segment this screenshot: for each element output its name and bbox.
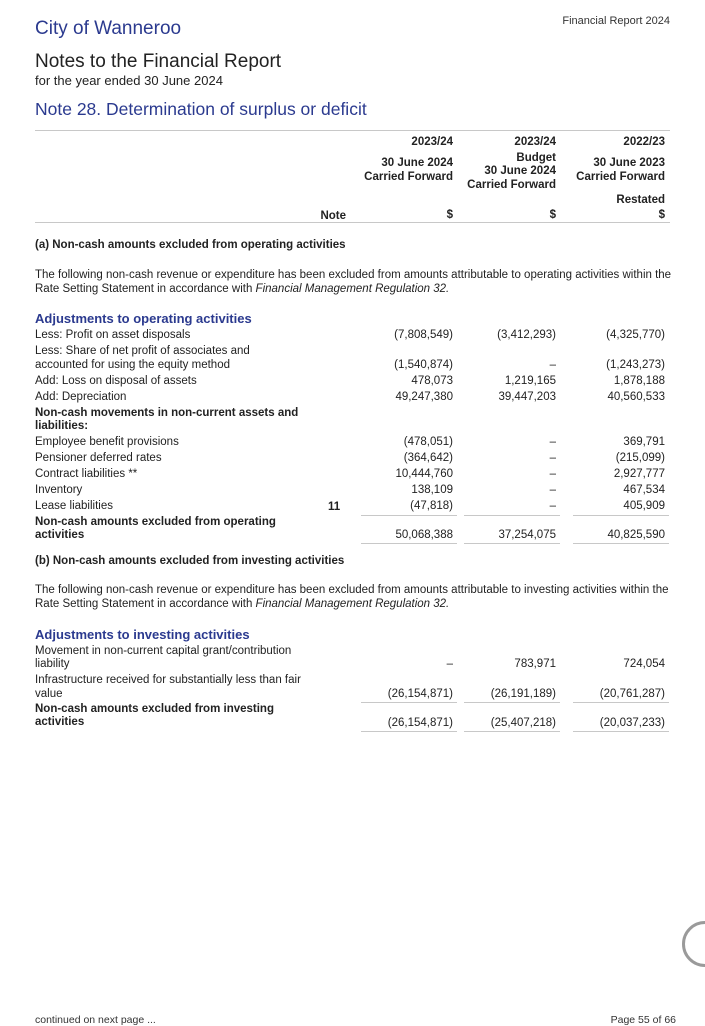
value-2023: 369,791 [623,436,665,448]
notes-subtitle: for the year ended 30 June 2024 [35,73,223,88]
row-label-cont: liabilities: [35,420,89,432]
value-2023: 40,560,533 [607,391,665,403]
subtotal-line [464,515,560,516]
col-unit: $ [658,209,665,221]
value-budget: 39,447,203 [498,391,556,403]
value-budget: (3,412,293) [497,329,556,341]
col-unit: $ [549,209,556,221]
row-label: Pensioner deferred rates [35,452,162,464]
total-label: Non-cash amounts excluded from investing [35,703,274,715]
row-label: Lease liabilities [35,500,113,512]
col-date: 30 June 2023 [593,157,665,169]
value-budget: – [549,484,556,496]
value-2024: (364,642) [403,452,453,464]
total-label-cont: activities [35,529,85,541]
subtotal-line [573,702,669,703]
total-line [361,543,457,544]
value-budget: – [549,468,556,480]
row-label-cont: value [35,688,63,700]
col-type: Carried Forward [467,179,556,191]
total-line [464,731,560,732]
footer-page-number: Page 55 of 66 [610,1014,676,1026]
col-year: 2022/23 [623,136,665,148]
value-budget: – [549,436,556,448]
value-2023: 467,534 [623,484,665,496]
total-budget: (25,407,218) [490,717,556,729]
total-2024: 50,068,388 [395,529,453,541]
value-budget: 783,971 [514,658,556,670]
notes-title: Notes to the Financial Report [35,51,282,72]
row-label: Less: Share of net profit of associates and [35,345,250,357]
section-a-heading: Adjustments to operating activities [35,311,252,326]
note-reference: 11 [328,501,341,513]
organisation-name: City of Wanneroo [35,18,182,39]
value-2023: 405,909 [623,500,665,512]
value-2024: (7,808,549) [394,329,453,341]
col-date: 30 June 2024 [381,157,453,169]
col-year: 2023/24 [411,136,453,148]
row-label: Inventory [35,484,83,496]
value-budget: – [549,452,556,464]
total-2024: (26,154,871) [387,717,453,729]
value-2024: (26,154,871) [387,688,453,700]
value-budget: – [549,500,556,512]
value-2024: (1,540,874) [394,359,453,371]
value-2023: (4,325,770) [606,329,665,341]
total-budget: 37,254,075 [498,529,556,541]
audit-seal-icon [682,921,705,967]
value-2023: 724,054 [623,658,665,670]
col-date: 30 June 2024 [484,165,556,177]
paragraph-text: The following non-cash revenue or expenditure has been excluded from amounts attributable to investing activities within the Rate Setting Statement in accordance with [35,584,669,610]
value-2023: (215,099) [615,452,665,464]
row-label: Non-cash movements in non-current assets and [35,407,299,419]
note-column-header: Note [320,210,346,222]
value-2024: 10,444,760 [395,468,453,480]
value-2023: 2,927,777 [613,468,665,480]
total-line [573,731,669,732]
col-type: Carried Forward [364,171,453,183]
paragraph-text: The following non-cash revenue or expenditure has been excluded from amounts attributable to operating activities within the Rate Setting Statement in accordance with [35,269,672,295]
value-2024: (47,818) [410,500,453,512]
value-2024: (478,051) [403,436,453,448]
total-label: Non-cash amounts excluded from operating [35,516,276,528]
total-line [573,543,669,544]
row-label: Contract liabilities ** [35,468,138,480]
section-a-title: (a) Non-cash amounts excluded from operating activities [35,239,346,251]
value-2024: 49,247,380 [395,391,453,403]
value-2023: 1,878,188 [613,375,665,387]
value-budget: – [549,359,556,371]
note-title: Note 28. Determination of surplus or deficit [35,99,367,119]
row-label: Employee benefit provisions [35,436,179,448]
col-budget: Budget [516,152,556,164]
row-label: Infrastructure received for substantially less than fair [35,674,301,686]
value-2024: 478,073 [411,375,453,387]
total-2023: 40,825,590 [607,529,665,541]
value-2023: (1,243,273) [606,359,665,371]
section-b-paragraph [35,583,675,611]
value-budget: (26,191,189) [490,688,556,700]
row-label: Add: Depreciation [35,391,127,403]
total-2023: (20,037,233) [599,717,665,729]
footer-continued: continued on next page ... [35,1014,156,1026]
value-2023: (20,761,287) [599,688,665,700]
row-label: Movement in non-current capital grant/contribution [35,645,292,657]
col-type: Carried Forward [576,171,665,183]
regulation-reference: Financial Management Regulation 32. [255,598,450,610]
value-2024: – [446,658,453,670]
divider [35,222,670,223]
subtotal-line [361,702,457,703]
subtotal-line [361,515,457,516]
section-b-title: (b) Non-cash amounts excluded from investing activities [35,555,345,567]
section-a-paragraph [35,268,675,296]
regulation-reference: Financial Management Regulation 32. [255,283,450,295]
value-2024: 138,109 [411,484,453,496]
row-label-cont: liability [35,658,70,670]
report-title: Financial Report 2024 [562,15,670,27]
col-unit: $ [446,209,453,221]
total-line [464,543,560,544]
total-line [361,731,457,732]
subtotal-line [573,515,669,516]
divider [35,130,670,131]
total-label-cont: activities [35,716,85,728]
section-b-heading: Adjustments to investing activities [35,627,250,642]
row-label-cont: accounted for using the equity method [35,359,230,371]
col-year: 2023/24 [514,136,556,148]
row-label: Less: Profit on asset disposals [35,329,191,341]
row-label: Add: Loss on disposal of assets [35,375,197,387]
value-budget: 1,219,165 [504,375,556,387]
col-restated: Restated [616,194,665,206]
subtotal-line [464,702,560,703]
